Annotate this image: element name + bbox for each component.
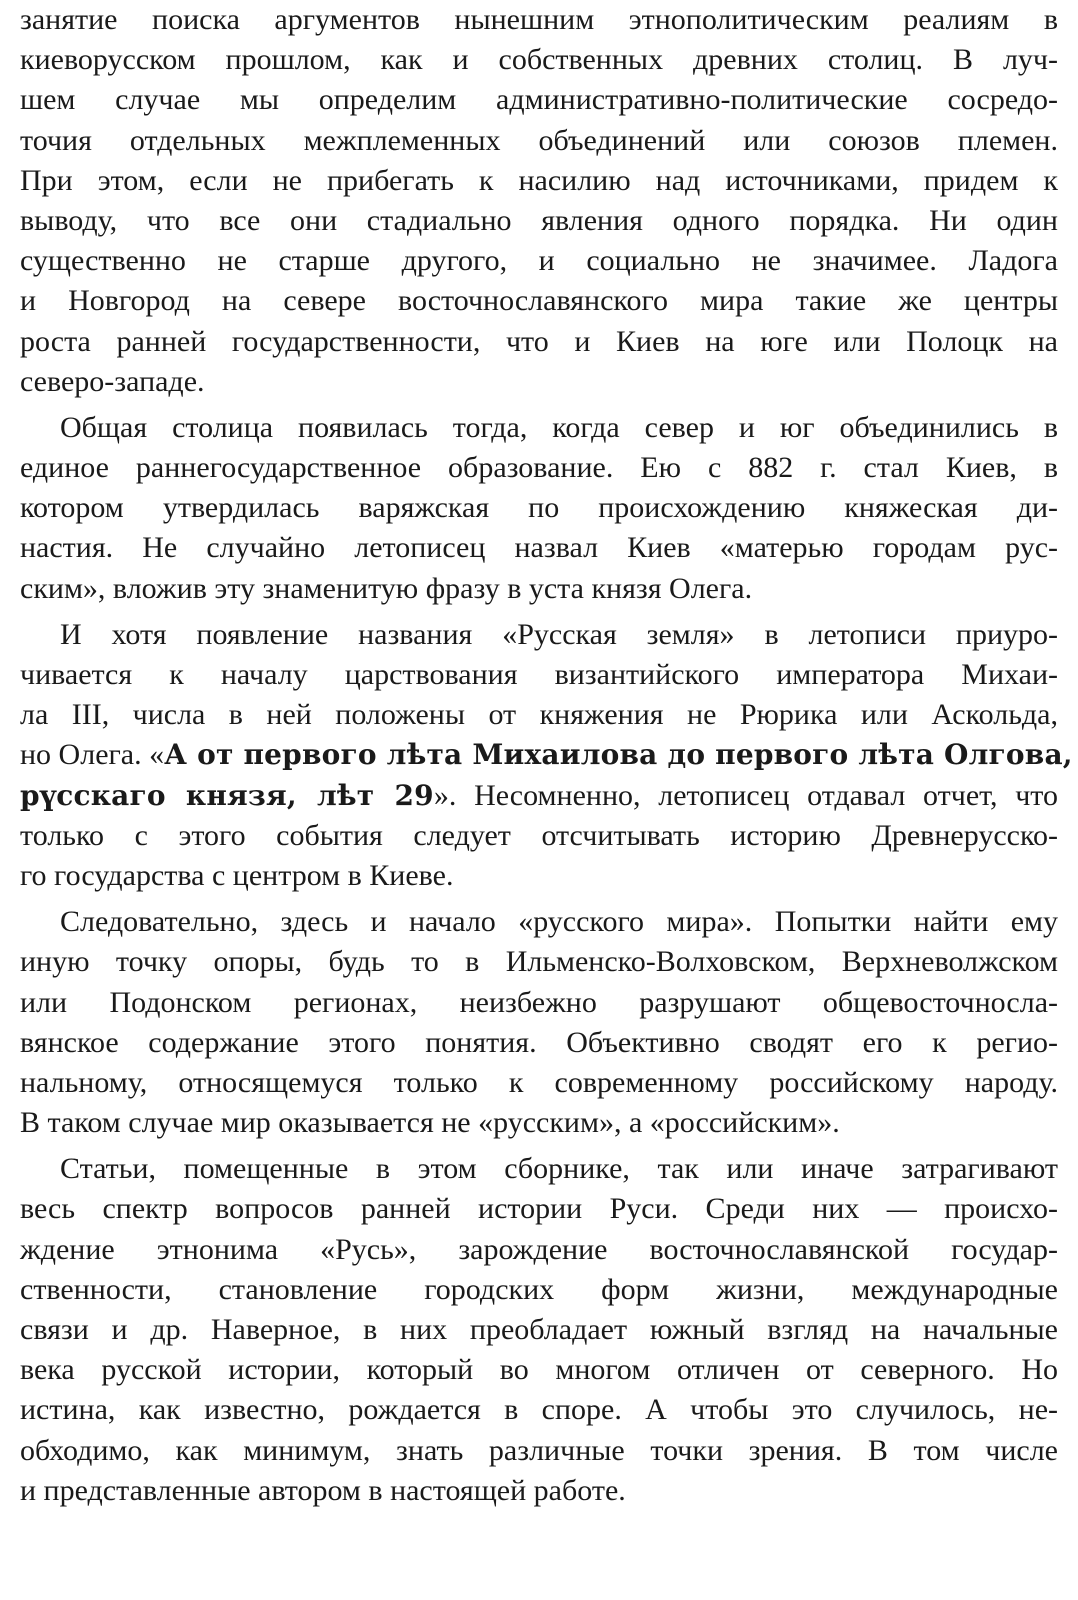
text-line [20,1149,1058,1189]
text-line [20,615,1058,655]
text-segment: киеворусском прошлом, как и собственных древних столиц. В луч- [20,43,1058,77]
text-line [20,408,1058,448]
text-segment: И хотя появление названия «Русская земля» в летописи приуро- [60,617,1058,651]
text-line [20,322,1058,362]
text-line [20,80,1058,120]
text-segment: и Новгород на севере восточнославянского мира такие же центры [20,284,1058,318]
text-line [20,362,1058,402]
document-page [20,0,1073,1511]
text-line [20,528,1058,568]
text-segment: но Олега. « [20,738,165,772]
text-line [20,448,1058,488]
text-line [20,735,1073,775]
text-segment: настия. Не случайно летописец назвал Киев «матерью городам рус- [20,531,1058,565]
text-segment: только с этого события следует отсчитывать историю Древнерусско- [20,818,1058,852]
text-line [20,1431,1058,1471]
paragraph [20,1149,1058,1511]
text-segment: существенно не старше другого, и социально не значимее. Ладога [20,244,1058,278]
text-line [20,1063,1058,1103]
old-slavonic-quote: А от первого лѣта Михаилова до первого лѣта Олгова, [164,738,1073,772]
text-segment: При этом, если не прибегать к насилию над источниками, придем к [20,163,1058,197]
text-segment: весь спектр вопросов ранней истории Руси. Среди них — происхо- [20,1192,1058,1226]
text-line [20,1189,1058,1229]
text-line [20,40,1058,80]
text-segment: В таком случае мир оказывается не «русским», а «российским». [20,1106,840,1140]
text-segment: ». Несомненно, летописец отдавал отчет, что [433,778,1059,812]
text-segment: Следовательно, здесь и начало «русского мира». Попытки найти ему [60,905,1058,939]
text-line [20,1471,1058,1511]
text-segment: истина, как известно, рождается в споре. А чтобы это случилось, не- [20,1393,1058,1427]
text-segment: занятие поиска аргументов нынешним этнополитическим реалиям в [20,3,1058,36]
text-segment: Общая столица появилась тогда, когда север и юг объединились в [60,410,1058,444]
text-segment: роста ранней государственности, что и Киев на юге или Полоцк на [20,324,1058,358]
text-line [20,856,1058,896]
text-segment: шем случае мы определим административно-политические сосредо- [20,83,1058,117]
text-line [20,1230,1058,1270]
text-line [20,1270,1058,1310]
text-segment: или Подонском регионах, неизбежно разрушают общевосточносла- [20,985,1058,1019]
text-segment: чивается к началу царствования византийского императора Михаи- [20,658,1058,691]
text-segment: ла III, числа в ней положены от княжения не Рюрика или Аскольда, [20,698,1058,732]
text-line [20,1103,1058,1143]
text-segment: иную точку опоры, будь то в Ильменско-Волховском, Верхневолжском [20,945,1058,979]
old-slavonic-quote: рүсскаго князя, лѣт 29 [20,778,434,812]
text-segment: ждение этнонима «Русь», зарождение восточнославянской государ- [20,1232,1058,1266]
text-line [20,1310,1058,1350]
text-line [20,201,1058,241]
text-line [20,121,1058,161]
text-line [20,983,1058,1023]
text-segment: выводу, что все они стадиально явления одного порядка. Ни один [20,203,1058,237]
paragraph [20,408,1058,609]
text-segment: связи и др. Наверное, в них преобладает южный взгляд на начальные [20,1313,1058,1346]
text-segment: Статьи, помещенные в этом сборнике, так или иначе затрагивают [60,1152,1058,1186]
text-line [20,0,1058,40]
text-segment: обходимо, как минимум, знать различные точки зрения. В том числе [20,1433,1058,1467]
text-segment: вянское содержание этого понятия. Объективно сводят его к регио- [20,1025,1058,1059]
text-line [20,695,1058,735]
text-line [20,776,1058,816]
text-line [20,1023,1058,1063]
text-line [20,942,1058,982]
text-line [20,655,1058,695]
text-segment: северо-западе. [20,364,205,398]
text-line [20,241,1058,281]
text-segment: точия отдельных межплеменных объединений или союзов племен. [20,123,1058,157]
text-segment: нальному, относящемуся только к современному российскому народу. [20,1065,1058,1099]
paragraph [20,615,1073,896]
text-segment: котором утвердилась варяжская по происхождению княжеская ди- [20,491,1058,525]
paragraph [20,0,1058,402]
text-segment: и представленные автором в настоящей работе. [20,1473,626,1507]
text-line [20,1390,1058,1430]
text-segment: единое раннегосударственное образование. Ею с 882 г. стал Киев, в [20,451,1058,485]
text-segment: го государства с центром в Киеве. [20,858,454,892]
paragraph [20,902,1058,1143]
text-line [20,1350,1058,1390]
text-segment: века русской истории, который во многом отличен от северного. Но [20,1353,1058,1387]
text-line [20,816,1058,856]
text-segment: ственности, становление городских форм жизни, международные [20,1272,1058,1306]
text-segment: ским», вложив эту знаменитую фразу в уста князя Олега. [20,571,753,605]
text-line [20,902,1058,942]
text-line [20,281,1058,321]
text-line [20,488,1058,528]
text-line [20,161,1058,201]
text-line [20,569,1058,609]
